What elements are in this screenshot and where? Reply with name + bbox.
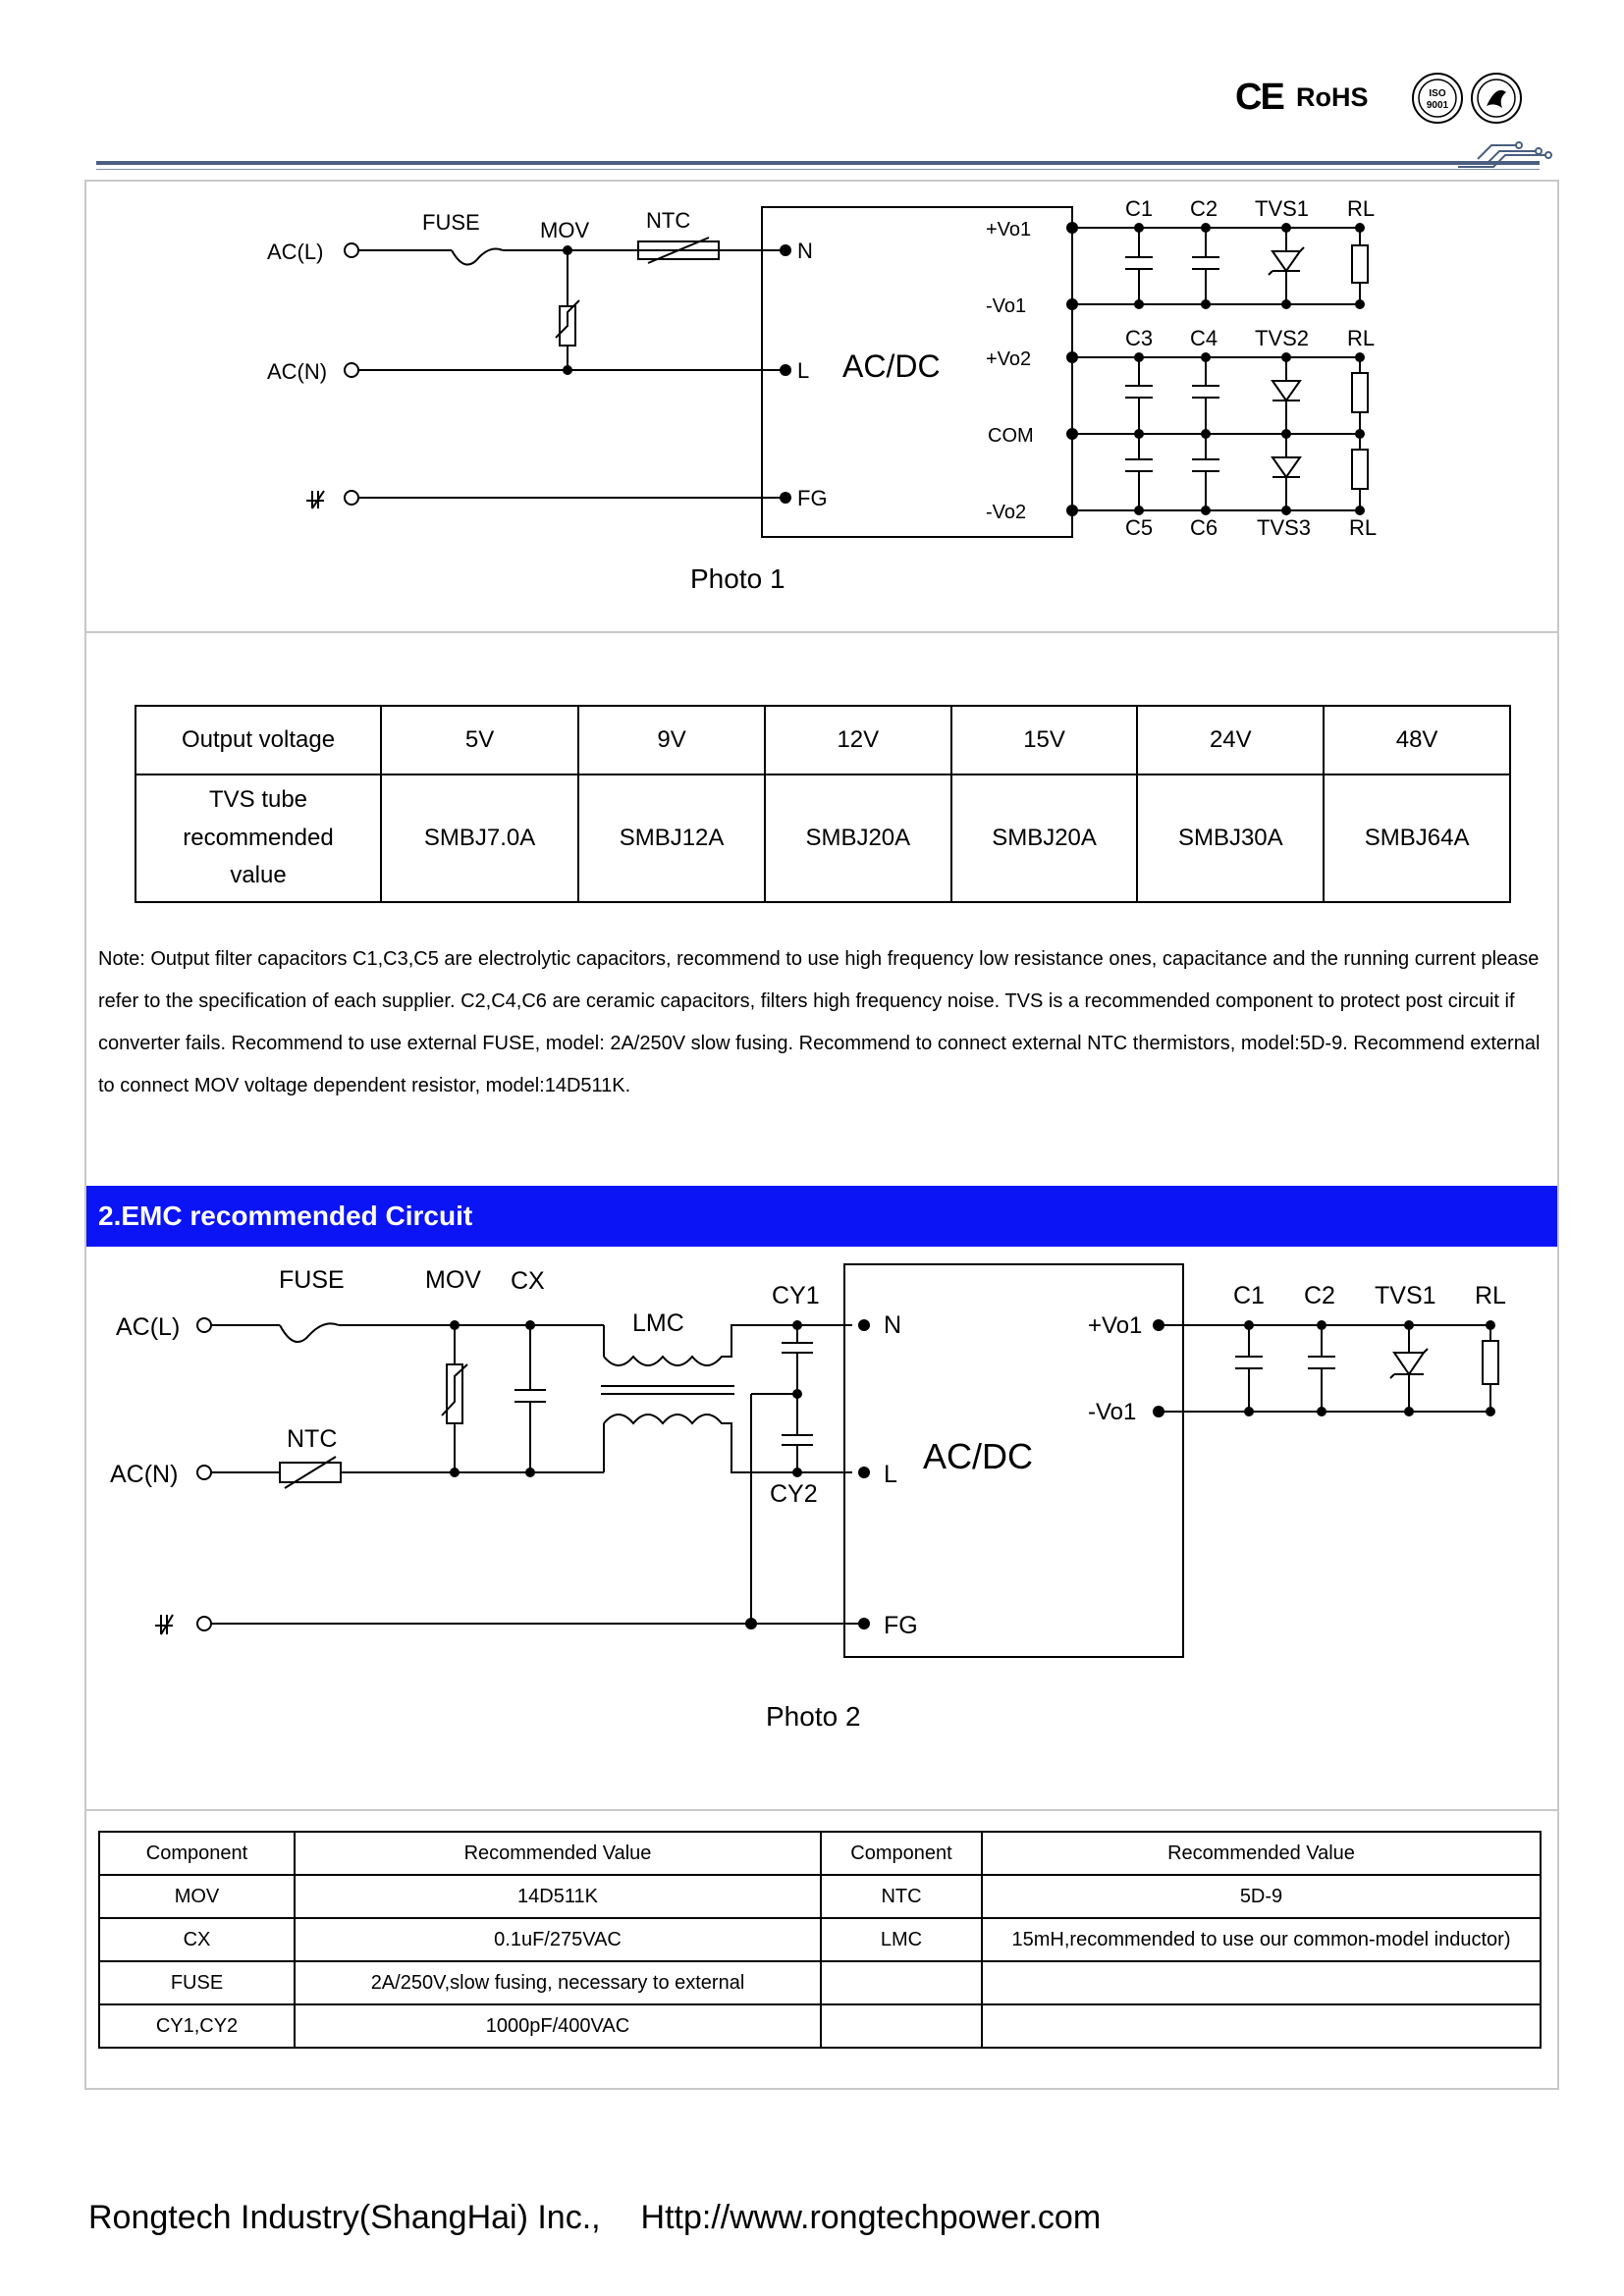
row-label-line: value xyxy=(230,862,287,889)
table-cell: 14D511K xyxy=(295,1875,821,1918)
table-cell xyxy=(982,1961,1541,2004)
label-ac-l: AC(L) xyxy=(267,240,324,264)
label-c6: C6 xyxy=(1190,515,1218,540)
table-cell: SMBJ12A xyxy=(578,774,765,902)
component-table xyxy=(98,1831,1542,2049)
certification-seal-icon xyxy=(1469,71,1524,126)
table-cell: NTC xyxy=(821,1875,982,1918)
table-cell: 9V xyxy=(578,706,765,774)
ce-logo: CE xyxy=(1235,77,1283,118)
label-n: N xyxy=(797,239,813,263)
table-row xyxy=(99,1875,1541,1918)
label-c2: C2 xyxy=(1190,196,1218,221)
table-cell: 2A/250V,slow fusing, necessary to external xyxy=(295,1961,821,2004)
label-vo1-minus: -Vo1 xyxy=(1088,1399,1137,1425)
table-cell: 0.1uF/275VAC xyxy=(295,1918,821,1961)
table-cell xyxy=(982,2004,1541,2048)
label-ntc: NTC xyxy=(287,1425,338,1453)
label-cy1: CY1 xyxy=(772,1282,820,1309)
table-cell: FUSE xyxy=(99,1961,295,2004)
table-cell: SMBJ30A xyxy=(1137,774,1324,902)
tvs-recommendation-table xyxy=(135,705,1511,903)
table-row xyxy=(99,1961,1541,2004)
table-cell: 1000pF/400VAC xyxy=(295,2004,821,2048)
label-cx: CX xyxy=(511,1267,545,1295)
label-cy2: CY2 xyxy=(770,1480,818,1508)
row-label-line: TVS tube xyxy=(208,786,308,814)
table-cell xyxy=(135,774,381,902)
label-fuse: FUSE xyxy=(279,1266,345,1294)
svg-text:ISO: ISO xyxy=(1429,88,1446,99)
label-ac-n: AC(N) xyxy=(267,359,328,384)
footer-url: Http://www.rongtechpower.com xyxy=(640,2199,1102,2236)
rohs-logo: RoHS xyxy=(1296,82,1369,112)
label-vo1-plus: +Vo1 xyxy=(986,219,1032,240)
label-module: AC/DC xyxy=(842,348,941,384)
label-l: L xyxy=(884,1461,897,1488)
iso-9001-seal-icon xyxy=(1410,71,1465,126)
label-tvs1: TVS1 xyxy=(1255,196,1310,221)
label-rl2: RL xyxy=(1347,326,1376,350)
table-header-cell: Recommended Value xyxy=(295,1832,821,1875)
table-row xyxy=(99,2004,1541,2048)
label-ntc: NTC xyxy=(646,208,691,233)
footer xyxy=(88,2199,1101,2237)
label-fg: FG xyxy=(884,1612,918,1639)
table-cell: 15V xyxy=(951,706,1138,774)
table-row xyxy=(135,774,1510,902)
row-label-line: recommended xyxy=(183,824,334,851)
table-cell: SMBJ20A xyxy=(951,774,1138,902)
svg-text:9001: 9001 xyxy=(1426,100,1449,111)
label-rl3: RL xyxy=(1349,515,1378,540)
table-header-cell: Component xyxy=(821,1832,982,1875)
table-cell: LMC xyxy=(821,1918,982,1961)
label-lmc: LMC xyxy=(632,1309,684,1337)
label-vo2-minus: -Vo2 xyxy=(986,502,1027,523)
label-c1: C1 xyxy=(1125,196,1154,221)
table-cell: CX xyxy=(99,1918,295,1961)
photo2-emc-circuit-diagram xyxy=(0,1256,1624,1669)
label-ac-n: AC(N) xyxy=(110,1461,179,1488)
label-module: AC/DC xyxy=(923,1436,1034,1476)
section-divider xyxy=(84,1809,1559,1811)
label-tvs1: TVS1 xyxy=(1375,1282,1436,1309)
certification-logos xyxy=(1235,69,1530,128)
label-com: COM xyxy=(988,425,1034,447)
label-rl: RL xyxy=(1475,1282,1506,1309)
table-cell: 5D-9 xyxy=(982,1875,1541,1918)
header-rule xyxy=(96,161,1540,165)
table-cell: 12V xyxy=(765,706,951,774)
label-c5: C5 xyxy=(1125,515,1154,540)
label-ac-l: AC(L) xyxy=(116,1313,181,1341)
label-tvs2: TVS2 xyxy=(1255,326,1310,350)
table-cell xyxy=(821,2004,982,2048)
label-rl1: RL xyxy=(1347,196,1376,221)
table-cell: 24V xyxy=(1137,706,1324,774)
table-cell: MOV xyxy=(99,1875,295,1918)
footer-company: Rongtech Industry(ShangHai) Inc., xyxy=(88,2199,601,2236)
label-c1: C1 xyxy=(1233,1282,1265,1309)
label-fuse: FUSE xyxy=(422,210,480,235)
table-cell xyxy=(821,1961,982,2004)
label-mov: MOV xyxy=(425,1266,481,1294)
table-row xyxy=(135,706,1510,774)
label-vo1-minus: -Vo1 xyxy=(986,295,1027,317)
circuit-trace-decoration-icon xyxy=(1448,137,1556,171)
photo2-caption: Photo 2 xyxy=(766,1701,861,1732)
table-row xyxy=(99,1918,1541,1961)
table-cell: CY1,CY2 xyxy=(99,2004,295,2048)
label-mov: MOV xyxy=(540,218,590,242)
table-cell: 5V xyxy=(381,706,578,774)
photo1-caption: Photo 1 xyxy=(690,563,785,594)
table-cell: Output voltage xyxy=(135,706,381,774)
table-row xyxy=(99,1832,1541,1875)
label-vo1-plus: +Vo1 xyxy=(1088,1312,1143,1339)
table-header-cell: Recommended Value xyxy=(982,1832,1541,1875)
table-cell: SMBJ64A xyxy=(1324,774,1510,902)
section-heading: 2.EMC recommended Circuit xyxy=(86,1186,1557,1247)
table-cell: SMBJ20A xyxy=(765,774,951,902)
table-header-cell: Component xyxy=(99,1832,295,1875)
label-tvs3: TVS3 xyxy=(1257,515,1312,540)
table-cell: 15mH,recommended to use our common-model inductor) xyxy=(982,1918,1541,1961)
label-n: N xyxy=(884,1311,902,1339)
table-cell: SMBJ7.0A xyxy=(381,774,578,902)
section-divider xyxy=(84,631,1559,633)
table-cell: 48V xyxy=(1324,706,1510,774)
label-c4: C4 xyxy=(1190,326,1218,350)
label-vo2-plus: +Vo2 xyxy=(986,348,1032,370)
label-fg: FG xyxy=(797,486,828,510)
photo1-circuit-diagram xyxy=(0,187,1624,609)
label-c2: C2 xyxy=(1304,1282,1335,1309)
label-l: L xyxy=(797,358,810,383)
label-c3: C3 xyxy=(1125,326,1154,350)
header-rule-thin xyxy=(96,169,1540,170)
note-paragraph: Note: Output filter capacitors C1,C3,C5 are electrolytic capacitors, recommend to use high frequency low resistance ones, capacitance and the running current please refer to the specification of each supplier. C2,C4,C6 are ceramic capacitors, filters high frequency noise. TVS is a recommended component to protect post circuit if converter fails. Recommend to use external FUSE, model: 2A/250V slow fusing. Recommend to connect external NTC thermistors, model:5D-9. Recommend external to connect MOV voltage dependent resistor, model:14D511K. xyxy=(98,948,1541,1096)
